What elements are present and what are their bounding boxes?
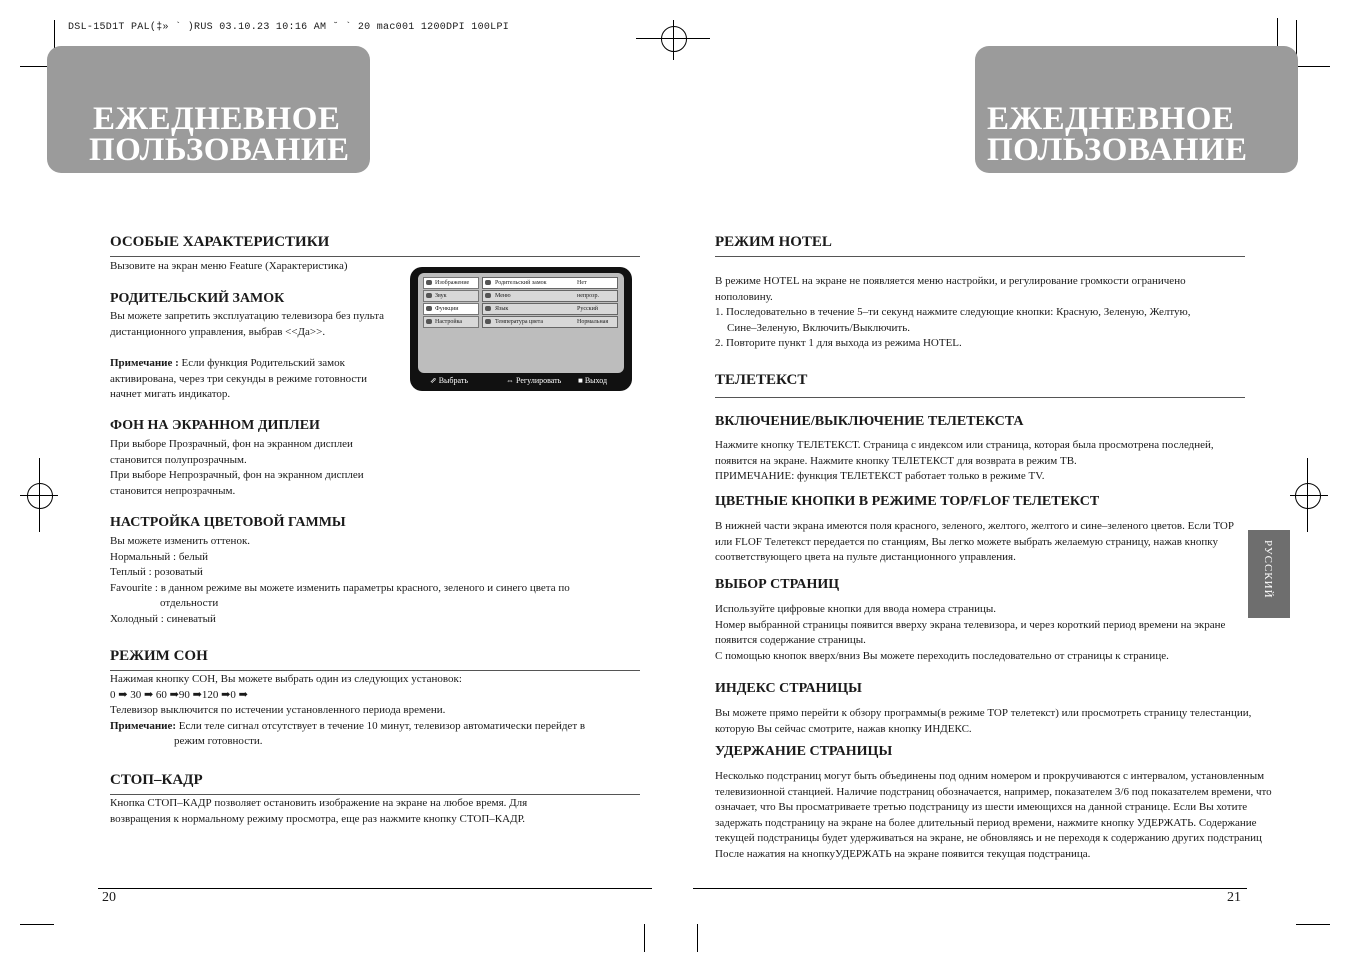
text-line: дистанционного управления, выбрав <<Да>>. xyxy=(110,325,326,338)
divider xyxy=(110,794,640,795)
crop-mark xyxy=(697,924,698,952)
row-value: Нормальная xyxy=(577,319,609,325)
registration-mark xyxy=(673,20,674,60)
setup-icon xyxy=(426,319,432,324)
teletext-hold-text xyxy=(715,769,1272,862)
text-line: нополовину. xyxy=(715,290,773,303)
sleep-title: РЕЖИМ СОН xyxy=(110,648,208,664)
category-label: Звук xyxy=(435,293,447,299)
tv-menu-category xyxy=(423,277,479,289)
text-line: активирована, через три секунды в режиме готовности xyxy=(110,372,367,385)
text-line: С помощью кнопок вверх/вниз Вы можете переходить последовательно от страницы к странице. xyxy=(715,649,1169,662)
teletext-color-text xyxy=(715,519,1234,566)
osd-background-title: ФОН НА ЭКРАННОМ ДИПЛЕИ xyxy=(110,418,320,433)
text-line: или FLOF Телетекст передается по станциям, Вы легко можете выбрать желаемую страницу, нажав кнопку xyxy=(715,535,1218,548)
divider xyxy=(715,256,1245,257)
category-label: Функции xyxy=(435,306,459,312)
hotel-title: РЕЖИМ HOTEL xyxy=(715,234,832,250)
tv-menu-row xyxy=(482,316,618,328)
sleep-sequence: 0 ➡ 30 ➡ 60 ➡90 ➡120 ➡0 ➡ xyxy=(110,688,248,701)
row-value: Нет xyxy=(577,280,587,286)
text-line: означает, что Вы просматриваете третью подстраницу из шести имеющихся на данной странице. Если Вы хотите xyxy=(715,801,1248,813)
text-line: Номер выбранной страницы появится вверху экрана телевизора, и через короткий период времени на экране xyxy=(715,618,1226,631)
footer-select-hint: ⇗ Выбрать xyxy=(430,376,468,385)
hotel-text xyxy=(715,274,1190,352)
text-line: При выборе Непрозрачный, фон на экранном дисплеи xyxy=(110,469,364,481)
language-icon xyxy=(485,306,491,311)
footer-adjust-hint: ⇔ Регулировать xyxy=(506,376,562,385)
language-tab-label: РУССКИЙ xyxy=(1262,540,1274,599)
text-line: Нормальный : белый xyxy=(110,550,208,563)
text-line: Если теле сигнал отсутствует в течение 10 минут, телевизор автоматически перейдет в xyxy=(178,719,586,732)
banner-line-1: ЕЖЕДНЕВНОЕ xyxy=(93,101,341,137)
tv-menu-row xyxy=(482,277,618,289)
registration-mark xyxy=(1290,495,1328,496)
color-temp-icon xyxy=(485,319,491,324)
parental-lock-note xyxy=(110,356,367,403)
text-line: Теплый : розоватый xyxy=(110,566,203,578)
divider xyxy=(110,670,640,671)
registration-mark xyxy=(661,26,687,52)
category-label: Настройка xyxy=(435,319,463,325)
language-tab xyxy=(1248,530,1290,618)
parental-lock-text xyxy=(110,309,384,340)
page-number-right: 21 xyxy=(1227,890,1241,905)
text-line: телевизионной станцией. Наличие подстраниц обозначается, например, показателем 3/6 под показателем времени, что xyxy=(715,785,1272,798)
tv-menu-category xyxy=(423,303,479,315)
text-line: 1. Последовательно в течение 5–ти секунд нажмите следующие кнопки: Красную, Зеленую, Желтую, xyxy=(715,306,1191,318)
footer-rule xyxy=(98,888,652,889)
note-label: Примечание: xyxy=(110,719,177,732)
text-line: которую Вы сейчас смотрите, нажав кнопку ИНДЕКС. xyxy=(715,722,972,735)
tv-menu-illustration xyxy=(410,267,632,391)
divider xyxy=(110,256,640,257)
registration-mark xyxy=(39,458,40,532)
row-value: непрозр. xyxy=(577,293,599,299)
sound-icon xyxy=(426,293,432,298)
osd-background-text xyxy=(110,437,364,499)
text-line: Холодный : синеватый xyxy=(110,612,216,625)
row-key: Язык xyxy=(495,306,509,312)
text-line: Нажимая кнопку СОН, Вы можете выбрать один из следующих установок: xyxy=(110,673,462,685)
text-line: При выборе Прозрачный, фон на экранном дисплеи xyxy=(110,438,353,450)
lock-icon xyxy=(485,280,491,285)
teletext-select-title: ВЫБОР СТРАНИЦ xyxy=(715,577,840,592)
tv-menu-category xyxy=(423,290,479,302)
text-line: Используйте цифровые кнопки для ввода номера страницы. xyxy=(715,603,997,615)
text-line: отдельности xyxy=(160,597,219,609)
text-line: ПРИМЕЧАНИЕ: функция ТЕЛЕТЕКСТ работает только в режиме TV. xyxy=(715,470,1045,482)
teletext-title: ТЕЛЕТЕКСТ xyxy=(715,372,808,388)
section-banner-right xyxy=(975,46,1298,173)
teletext-index-text xyxy=(715,706,1251,737)
note-label: Примечание : xyxy=(110,357,179,369)
text-line: После нажатия на кнопкуУДЕРЖАТЬ на экране появится текущая подстраница. xyxy=(715,847,1091,860)
crop-mark xyxy=(644,924,645,952)
text-line: возвращения к нормальному режиму просмотра, еще раз нажмите кнопку СТОП–КАДР. xyxy=(110,812,526,825)
footer-rule xyxy=(693,888,1247,889)
tv-menu-row xyxy=(482,303,618,315)
text-line: становится непрозрачным. xyxy=(110,484,236,497)
crop-mark xyxy=(20,924,54,925)
text-line: Сине–Зеленую, Включить/Выключить. xyxy=(727,321,910,334)
teletext-select-text xyxy=(715,602,1225,664)
text-line: начнет мигать индикатор. xyxy=(110,388,231,400)
row-key: Родительский замок xyxy=(495,280,547,286)
row-value: Русский xyxy=(577,306,598,312)
features-intro: Вызовите на экран меню Feature (Характеристика) xyxy=(110,260,348,272)
row-key: Температура цвета xyxy=(495,319,544,325)
text-line: Вы можете прямо перейти к обзору программы(в режиме ТОР телетекст) или просмотреть страницу телестанции, xyxy=(715,707,1252,719)
feature-icon xyxy=(426,306,432,311)
teletext-onoff-text xyxy=(715,438,1245,485)
teletext-onoff-title: ВКЛЮЧЕНИЕ/ВЫКЛЮЧЕНИЕ ТЕЛЕТЕКСТА xyxy=(715,414,1024,429)
banner-line-2: ПОЛЬЗОВАНИЕ xyxy=(987,132,1248,168)
banner-line-2: ПОЛЬЗОВАНИЕ xyxy=(89,132,350,168)
teletext-hold-title: УДЕРЖАНИЕ СТРАНИЦЫ xyxy=(715,744,893,759)
tv-menu-category xyxy=(423,316,479,328)
tv-menu-categories xyxy=(423,277,479,329)
print-header: DSL-15D1T PAL(‡» ` )RUS 03.10.23 10:16 AM ˘ ` 20 mac001 1200DPI 100LPI xyxy=(68,22,510,33)
text-line: становится полупрозрачным. xyxy=(110,453,247,466)
picture-icon xyxy=(426,280,432,285)
tv-menu-options xyxy=(482,277,618,329)
text-line: Вы можете запретить эксплуатацию телевизора без пульта xyxy=(110,310,385,322)
features-title: ОСОБЫЕ ХАРАКТЕРИСТИКИ xyxy=(110,234,330,250)
text-line: задержать подстраницу на экране на более длительный период времени, нажмите кнопку УДЕРЖАТЬ. Содержание xyxy=(715,816,1257,829)
tv-menu-row xyxy=(482,290,618,302)
text-line: Вы можете изменить оттенок. xyxy=(110,535,251,547)
text-line: В нижней части экрана имеются поля красного, зеленого, желтого, желтого и сине–зеленого цветов. Если ТОР xyxy=(715,520,1234,532)
sleep-text xyxy=(110,672,585,750)
registration-mark xyxy=(27,483,53,509)
section-banner-left xyxy=(47,46,370,173)
category-label: Изображение xyxy=(435,280,470,286)
registration-mark xyxy=(1307,458,1308,532)
text-line: текущей подстраницы будет удерживаться на экране, не обновляясь и не переходя к содержанию других подстраниц xyxy=(715,832,1262,844)
teletext-index-title: ИНДЕКС СТРАНИЦЫ xyxy=(715,681,862,696)
color-tone-text xyxy=(110,534,570,627)
page-number-left: 20 xyxy=(102,890,116,905)
divider xyxy=(715,397,1245,398)
crop-mark xyxy=(1296,924,1330,925)
teletext-color-title: ЦВЕТНЫЕ КНОПКИ В РЕЖИМЕ TOP/FLOF ТЕЛЕТЕКСТ xyxy=(715,494,1100,509)
text-line: Кнопка СТОП–КАДР позволяет остановить изображение на экране на любое время. Для xyxy=(110,797,528,809)
text-line: 2. Повторите пункт 1 для выхода из режима HOTEL. xyxy=(715,337,962,349)
text-line: соответствующего цвета на пульте дистанционного управления. xyxy=(715,551,1016,563)
banner-line-1: ЕЖЕДНЕВНОЕ xyxy=(987,101,1235,137)
registration-mark xyxy=(1295,483,1321,509)
freeze-text xyxy=(110,796,527,827)
color-tone-title: НАСТРОЙКА ЦВЕТОВОЙ ГАММЫ xyxy=(110,515,346,530)
text-line: В режиме HOTEL на экране не появляется меню настройки, и регулирование громкости ограничено xyxy=(715,275,1186,287)
text-line: Favourite : в данном режиме вы можете изменить параметры красного, зеленого и синего цвета по xyxy=(110,581,570,594)
footer-exit-hint: ■ Выход xyxy=(578,376,608,385)
row-key: Меню xyxy=(495,293,511,299)
text-line: Нажмите кнопку ТЕЛЕТЕКСТ. Страница с индексом или страница, которая была просмотрена последней, xyxy=(715,439,1214,451)
text-line: Телевизор выключится по истечении установленного периода времени. xyxy=(110,704,446,716)
text-line: Несколько подстраниц могут быть объединены под одним номером и прокручиваются с интервалом, установленным xyxy=(715,770,1265,782)
text-line: появится содержание страницы. xyxy=(715,634,866,646)
crop-mark xyxy=(1296,66,1330,67)
freeze-title: СТОП–КАДР xyxy=(110,772,203,788)
menu-icon xyxy=(485,293,491,298)
tv-screen xyxy=(418,273,624,373)
parental-lock-title: РОДИТЕЛЬСКИЙ ЗАМОК xyxy=(110,291,285,306)
text-line: появится на экране. Нажмите кнопку ТЕЛЕТЕКСТ для возврата в режим ТВ. xyxy=(715,454,1077,467)
text-line: Если функция Родительский замок xyxy=(178,357,345,369)
text-line: режим готовности. xyxy=(174,735,263,747)
